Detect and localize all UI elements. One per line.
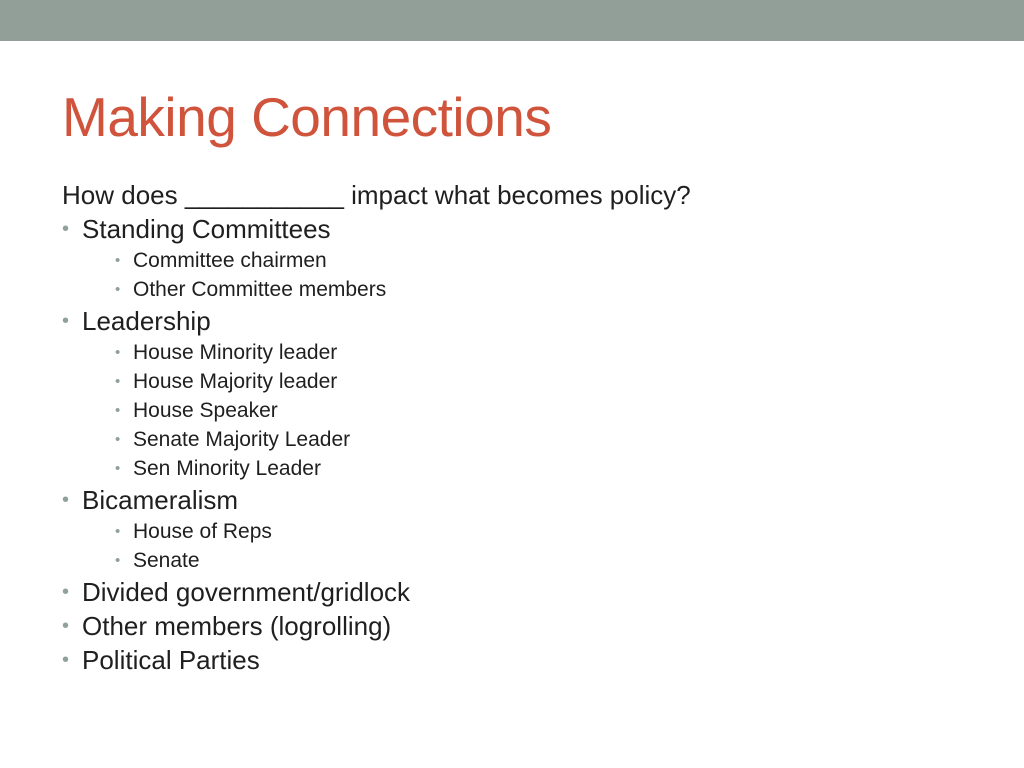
topic-item [62, 304, 1002, 483]
subtopic-item [113, 517, 1002, 546]
subtopic-label: Senate [133, 549, 200, 572]
topic-label: Political Parties [82, 645, 260, 675]
subtopic-list [82, 517, 1002, 575]
bullet-icon: • [115, 281, 121, 298]
subtopic-item [113, 275, 1002, 304]
bullet-icon: • [115, 460, 121, 477]
subtopic-label: House Speaker [133, 399, 278, 422]
topic-label: Standing Committees [82, 214, 331, 244]
slide-body [62, 178, 1002, 677]
subtopic-item [113, 367, 1002, 396]
topic-label: Other members (logrolling) [82, 611, 392, 641]
topic-item [62, 609, 1002, 643]
topic-item [62, 483, 1002, 575]
subtopic-label: Senate Majority Leader [133, 428, 351, 451]
bullet-icon: • [115, 552, 121, 569]
topic-item [62, 643, 1002, 677]
subtopic-item [113, 396, 1002, 425]
intro-question: How does ___________ impact what becomes policy? [62, 180, 691, 210]
bullet-icon: • [115, 431, 121, 448]
subtopic-label: House Majority leader [133, 370, 338, 393]
topic-label: Bicameralism [82, 485, 239, 515]
bullet-icon: • [62, 310, 70, 332]
bullet-icon: • [62, 615, 70, 637]
subtopic-label: House Minority leader [133, 341, 338, 364]
bullet-icon: • [62, 218, 70, 240]
subtopic-label: Committee chairmen [133, 249, 327, 272]
subtopic-item [113, 454, 1002, 483]
bullet-icon: • [115, 344, 121, 361]
subtopic-item [113, 546, 1002, 575]
slide-title: Making Connections [62, 86, 552, 148]
topic-item [62, 575, 1002, 609]
subtopic-label: Other Committee members [133, 278, 387, 301]
subtopic-label: House of Reps [133, 520, 272, 543]
bullet-icon: • [115, 402, 121, 419]
subtopic-label: Sen Minority Leader [133, 457, 321, 480]
top-band [0, 0, 1024, 41]
bullet-icon: • [115, 523, 121, 540]
subtopic-list [82, 338, 1002, 483]
topic-list [62, 212, 1002, 677]
topic-label: Divided government/gridlock [82, 577, 411, 607]
bullet-icon: • [115, 373, 121, 390]
topic-label: Leadership [82, 306, 211, 336]
subtopic-list [82, 246, 1002, 304]
bullet-icon: • [62, 581, 70, 603]
topic-item [62, 212, 1002, 304]
bullet-icon: • [62, 489, 70, 511]
subtopic-item [113, 246, 1002, 275]
subtopic-item [113, 338, 1002, 367]
bullet-icon: • [62, 649, 70, 671]
bullet-icon: • [115, 252, 121, 269]
subtopic-item [113, 425, 1002, 454]
